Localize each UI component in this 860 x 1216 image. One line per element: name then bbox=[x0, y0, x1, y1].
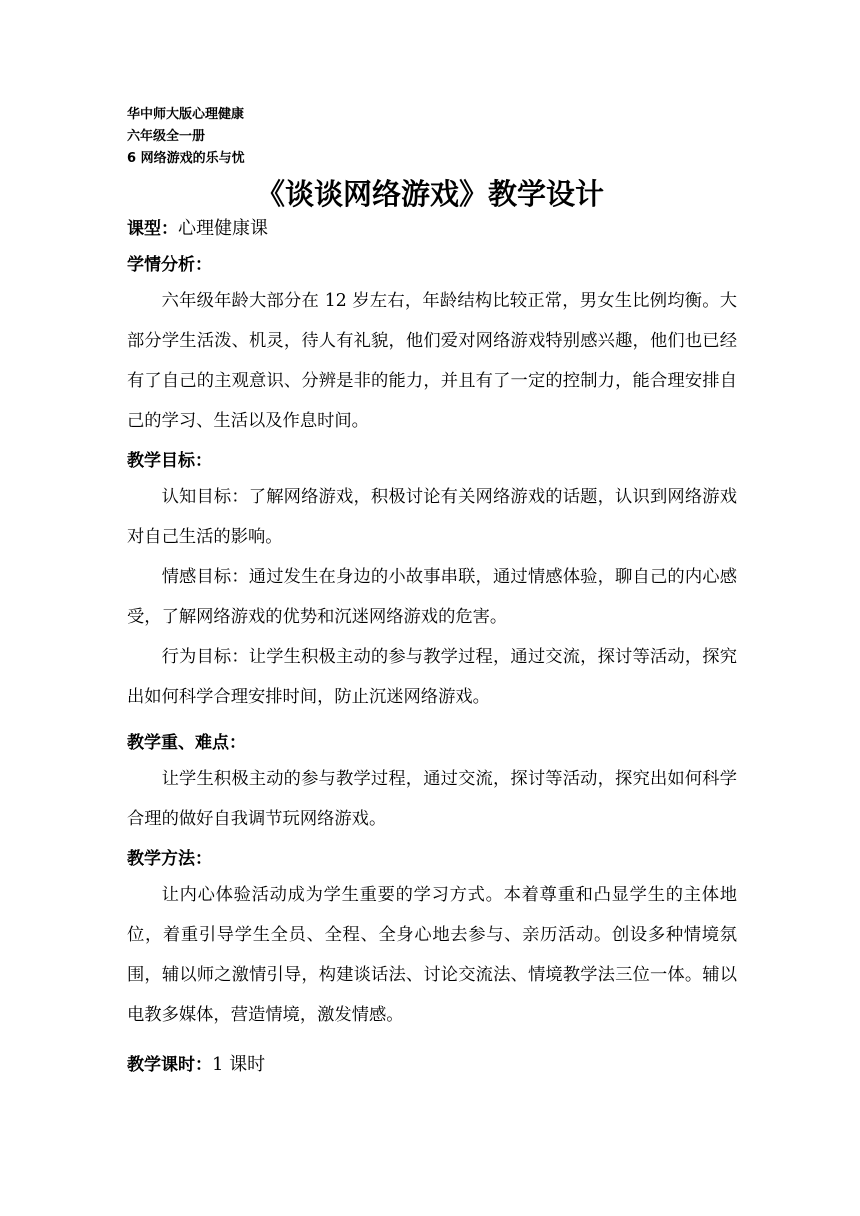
lesson-type-label: 课型： bbox=[127, 219, 178, 239]
document-title: 《谈谈网络游戏》教学设计 bbox=[255, 177, 604, 211]
document-header bbox=[127, 104, 527, 170]
methods-paragraph: 让内心体验活动成为学生重要的学习方式。本着尊重和凸显学生的主体地位，着重引导学生全员、全程、全身心地去参与、亲历活动。创设多种情境氛围，辅以师之激情引导，构建谈话法、讨论交流法、情境教学法三位一体。辅以电教多媒体，营造情境，激发情感。 bbox=[127, 885, 737, 1025]
analysis-heading: 学情分析： bbox=[127, 255, 212, 275]
objective-cognitive: 认知目标：了解网络游戏，积极讨论有关网络游戏的话题，认识到网络游戏对自己生活的影响。 bbox=[127, 487, 737, 547]
duration-field bbox=[127, 1049, 737, 1081]
header-unit: 6 网络游戏的乐与忧 bbox=[127, 151, 245, 166]
header-subject: 华中师大版心理健康 bbox=[127, 107, 245, 122]
objective-behavioral: 行为目标：让学生积极主动的参与教学过程，通过交流，探讨等活动，探究出如何科学合理安排时间，防止沉迷网络游戏。 bbox=[127, 647, 737, 707]
objectives-heading: 教学目标： bbox=[127, 451, 212, 471]
objective-emotional: 情感目标：通过发生在身边的小故事串联，通过情感体验，聊自己的内心感受，了解网络游戏的优势和沉迷网络游戏的危害。 bbox=[127, 567, 737, 627]
duration-label: 教学课时： bbox=[127, 1055, 212, 1075]
key-points-paragraph: 让学生积极主动的参与教学过程，通过交流，探讨等活动，探究出如何科学合理的做好自我调节玩网络游戏。 bbox=[127, 769, 737, 829]
key-points-heading: 教学重、难点： bbox=[127, 733, 246, 753]
lesson-type-value: 心理健康课 bbox=[178, 218, 268, 239]
duration-value: 1 课时 bbox=[212, 1054, 266, 1075]
methods-heading: 教学方法： bbox=[127, 849, 212, 869]
header-grade: 六年级全一册 bbox=[127, 129, 206, 144]
analysis-paragraph: 六年级年龄大部分在 12 岁左右，年龄结构比较正常，男女生比例均衡。大部分学生活泼、机灵，待人有礼貌，他们爱对网络游戏特别感兴趣，他们也已经有了自己的主观意识、分辨是非的能力，并且有了一定的控制力，能合理安排自己的学习、生活以及作息时间。 bbox=[127, 291, 737, 431]
lesson-type-field bbox=[127, 213, 737, 245]
document-body bbox=[127, 213, 737, 1081]
